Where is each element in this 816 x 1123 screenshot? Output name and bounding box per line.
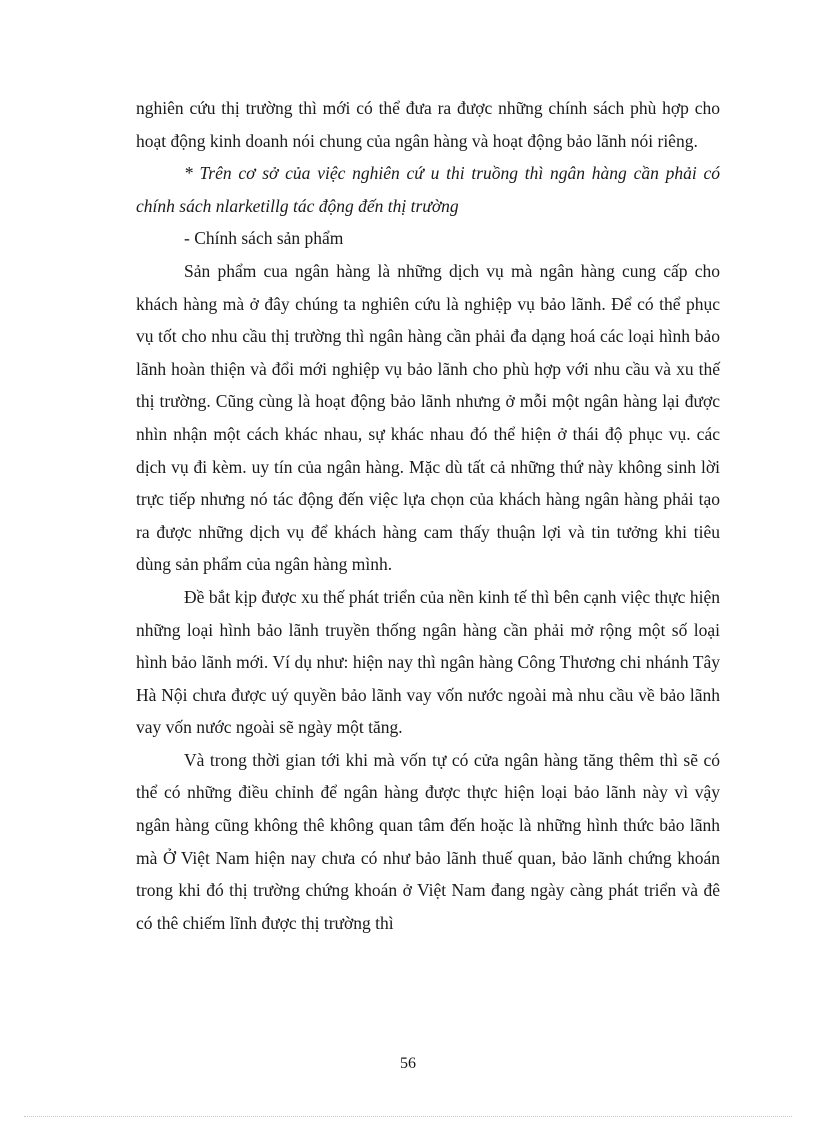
paragraph-4: Sản phẩm cua ngân hàng là những dịch vụ mà ngân hàng cung cấp cho khách hàng mà ở đây chúng ta nghiên cứu là nghiệp vụ bảo lãnh. Để có thể phục vụ tốt cho nhu cầu thị trường thì ngân hàng cần phải đa dạng hoá các loại hình bảo lãnh hoàn thiện và đổi mới nghiệp vụ bảo lãnh cho phù hợp với nhu cầu và xu thế thị trường. Cũng cùng là hoạt động bảo lãnh nhưng ở mỗi một ngân hàng lại được nhìn nhận một cách khác nhau, sự khác nhau đó thể hiện ở thái độ phục vụ. các dịch vụ đi kèm. uy tín của ngân hàng. Mặc dù tất cả những thứ này không sinh lời trực tiếp nhưng nó tác động đến việc lựa chọn của khách hàng ngân hàng phải tạo ra được những dịch vụ để khách hàng cam thấy thuận lợi và tin tưởng khi tiêu dùng sản phẩm của ngân hàng mình.	[136, 260, 720, 575]
paragraph-3-subheading: - Chính sách sản phẩm	[184, 228, 344, 249]
page-number: 56	[400, 1055, 416, 1072]
paragraph-2-italic-heading: * Trên cơ sở của việc nghiên cứ u thi truồng thì ngân hàng cần phải có chính sách nlarketillg tác động đến thị trường	[136, 163, 720, 216]
document-body	[136, 92, 720, 939]
paragraph-6: Và trong thời gian tới khi mà vốn tự có cửa ngân hàng tăng thêm thì sẽ có thể có những điều chỉnh để ngân hàng được thực hiện loại bảo lãnh này vì vậy ngân hàng cũng không thê không quan tâm đến hoặc là những hình thức bảo lãnh mà Ở Việt Nam hiện nay chưa có như bảo lãnh thuế quan, bảo lãnh chứng khoán trong khi đó thị trường chứng khoán ở Việt Nam đang ngày càng phát triển và đê có thê chiếm lĩnh được thị trường thì	[136, 749, 720, 933]
paragraph-1: nghiên cứu thị trường thì mới có thể đưa ra được những chính sách phù hợp cho hoạt động kinh doanh nói chung của ngân hàng và hoạt động bảo lãnh nói riêng.	[136, 98, 720, 151]
paragraph-5: Đề bắt kịp được xu thế phát triển của nền kinh tế thì bên cạnh việc thực hiện những loại hình bảo lãnh truyền thống ngân hàng cần phải mở rộng một số loại hình bảo lãnh mới. Ví dụ như: hiện nay thì ngân hàng Công Thương chi nhánh Tây Hà Nội chưa được uý quyền bảo lãnh vay vốn nước ngoài mà nhu cầu về bảo lãnh vay vốn nước ngoài sẽ ngày một tăng.	[136, 586, 720, 738]
page-bottom-dotted-border	[24, 1116, 792, 1117]
